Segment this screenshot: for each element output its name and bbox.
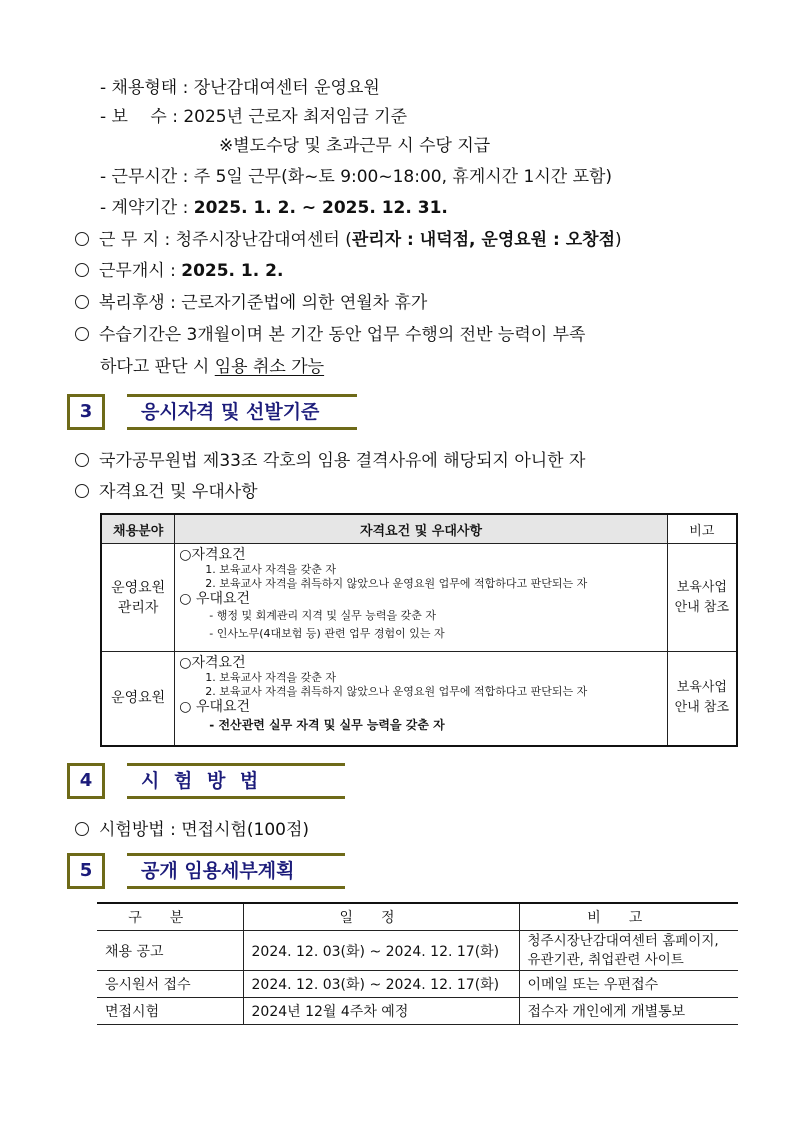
note-line: 보육사업	[676, 680, 727, 696]
note-cell	[667, 652, 737, 746]
circle-bullet-icon	[75, 295, 89, 309]
probation-cont	[100, 356, 324, 378]
circle-bullet-icon	[75, 453, 89, 467]
section-number: 4	[67, 763, 105, 799]
contract-value: 2025. 1. 2. ~ 2025. 12. 31.	[193, 198, 448, 218]
note-cell: 접수자 개인에게 개별통보	[519, 998, 738, 1025]
req-title: ○자격요건	[179, 655, 246, 671]
circle-bullet-icon	[75, 327, 89, 341]
s3-item-1	[75, 450, 585, 472]
note-cell	[667, 544, 737, 652]
table-header-row	[97, 903, 738, 931]
req-item: 2. 보육교사 자격을 취득하지 않았으나 운영요원 업무에 적합하다고 판단되는 자	[205, 685, 588, 698]
section-title: 공개 임용세부계획	[127, 853, 345, 889]
table-row	[101, 544, 737, 652]
field-name: 운영요원	[111, 690, 166, 707]
note-cell: 이메일 또는 우편접수	[519, 971, 738, 998]
circle-bullet-icon	[75, 232, 89, 246]
circle-bullet-icon	[75, 263, 89, 277]
pref-item: - 행정 및 회계관리 지격 및 실무 능력을 갖춘 자	[209, 609, 436, 622]
section-number: 3	[67, 394, 105, 430]
pref-item: - 인사노무(4대보험 등) 관련 업무 경험이 있는 자	[209, 627, 445, 640]
salary-note: ※별도수당 및 초과근무 시 수당 지급	[219, 136, 491, 156]
note-cell	[519, 931, 738, 971]
workplace-label: 근 무 지 : 청주시장난감대여센터 (	[99, 230, 352, 250]
table-header-row	[101, 514, 737, 544]
category-cell: 면접시험	[97, 998, 243, 1025]
schedule-cell: 2024. 12. 03(화) ~ 2024. 12. 17(화)	[243, 971, 519, 998]
table-row	[97, 998, 738, 1025]
section-4-header	[67, 763, 345, 803]
req-item: 1. 보육교사 자격을 갖춘 자	[205, 671, 337, 684]
probation-line-1: 수습기간은 3개월이며 본 기간 동안 업무 수행의 전반 능력이 부족	[99, 325, 586, 345]
section-title: 응시자격 및 선발기준	[127, 394, 357, 430]
s3-item-2	[75, 481, 258, 503]
section-title: 시 험 방 법	[127, 763, 345, 799]
schedule-cell: 2024년 12월 4주차 예정	[243, 998, 519, 1025]
schedule-cell: 2024. 12. 03(화) ~ 2024. 12. 17(화)	[243, 931, 519, 971]
circle-bullet-icon	[75, 822, 89, 836]
header-requirements: 자격요건 및 우대사항	[175, 514, 667, 544]
workplace-detail: 관리자 : 내덕점, 운영요원 : 오창점	[351, 230, 616, 250]
header-schedule: 일정	[243, 903, 519, 931]
note-line: 안내 참조	[674, 599, 730, 615]
category-cell: 응시원서 접수	[97, 971, 243, 998]
employment-type: - 채용형태 : 장난감대여센터 운영요원	[100, 78, 380, 98]
field-name: 운영요원	[111, 579, 166, 596]
header-category: 구분	[97, 903, 243, 931]
field-cell	[101, 544, 175, 652]
s3-item-1-text: 국가공무원법 제33조 각호의 임용 결격사유에 해당되지 아니한 자	[99, 451, 586, 471]
table-row	[97, 971, 738, 998]
note-line: 청주시장난감대여센터 홈페이지,	[527, 932, 719, 949]
note-line: 유관기관, 취업관련 사이트	[527, 951, 684, 968]
start-value: 2025. 1. 2.	[181, 261, 284, 281]
s4-item-1-text: 시험방법 : 면접시험(100점)	[99, 820, 310, 840]
header-field: 채용분야	[101, 514, 175, 544]
contract-period	[100, 197, 448, 219]
requirements-cell	[175, 652, 667, 746]
header-note: 비고	[667, 514, 737, 544]
work-hours: - 근무시간 : 주 5일 근무(화~토 9:00~18:00, 휴게시간 1시간 포함)	[100, 167, 613, 187]
probation	[75, 324, 585, 346]
section-5-header	[67, 853, 345, 893]
welfare-text: 복리후생 : 근로자기준법에 의한 연월차 휴가	[99, 293, 428, 313]
req-title: ○자격요건	[179, 547, 246, 563]
schedule-table	[97, 902, 738, 1025]
start-date	[75, 260, 283, 282]
circle-bullet-icon	[75, 484, 89, 498]
salary: - 보 수 : 2025년 근로자 최저임금 기준	[100, 107, 408, 127]
field-cell	[101, 652, 175, 746]
start-label: 근무개시 :	[99, 261, 182, 281]
pref-title: ○ 우대요건	[179, 591, 251, 607]
s4-item-1	[75, 819, 309, 841]
workplace	[75, 229, 622, 251]
req-item: 1. 보육교사 자격을 갖춘 자	[205, 563, 337, 576]
pref-item: - 전산관련 실무 자격 및 실무 능력을 갖춘 자	[209, 718, 445, 732]
requirements-cell	[175, 544, 667, 652]
section-number: 5	[67, 853, 105, 889]
probation-cancel: 임용 취소 가능	[214, 357, 325, 377]
table-row	[101, 652, 737, 746]
qualification-table	[100, 513, 738, 747]
note-line: 안내 참조	[674, 700, 730, 716]
probation-line-2: 하다고 판단 시	[100, 357, 215, 377]
category-cell: 채용 공고	[97, 931, 243, 971]
contract-label: - 계약기간 :	[100, 198, 194, 218]
table-row	[97, 931, 738, 971]
note-line: 보육사업	[676, 579, 727, 595]
s3-item-2-text: 자격요건 및 우대사항	[99, 482, 258, 502]
pref-title: ○ 우대요건	[179, 699, 251, 715]
header-note: 비고	[519, 903, 738, 931]
req-item: 2. 보육교사 자격을 취득하지 않았으나 운영요원 업무에 적합하다고 판단되는 자	[205, 577, 588, 590]
field-name-2: 관리자	[117, 599, 159, 616]
section-3-header	[67, 394, 357, 434]
welfare	[75, 292, 427, 314]
workplace-end: )	[615, 230, 622, 250]
